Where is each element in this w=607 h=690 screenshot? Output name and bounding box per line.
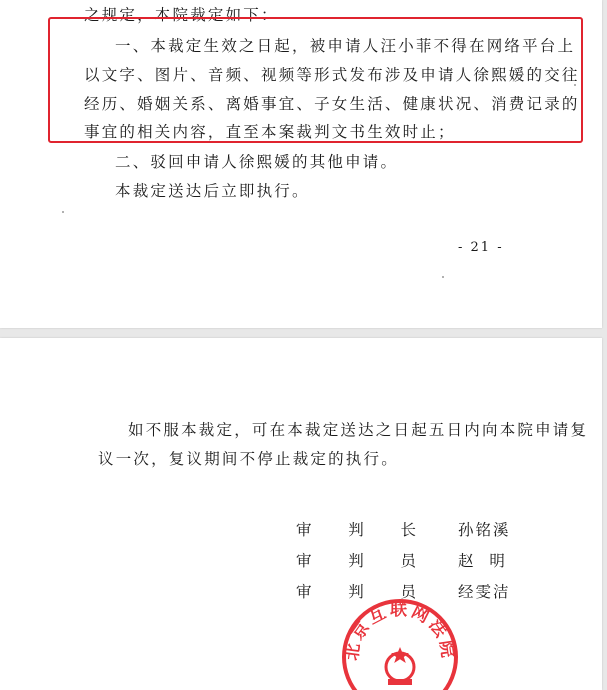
signature-title (296, 518, 416, 540)
scan-speck (62, 211, 64, 213)
page-number: - 21 - (458, 240, 504, 255)
signature-title (296, 549, 416, 571)
signature-name: 经雯洁 (458, 583, 511, 601)
title-char: 判 (348, 521, 364, 539)
title-char: 审 (296, 521, 312, 539)
seal-emblem (386, 647, 414, 685)
signature-row-judge-1 (296, 549, 536, 569)
title-char: 判 (348, 583, 364, 601)
intro-line: 之规定，本院裁定如下： (84, 6, 279, 24)
appeal-line-2: 议一次，复议期间不停止裁定的执行。 (98, 450, 399, 468)
ruling-two: 二、驳回申请人徐熙媛的其他申请。 (115, 153, 399, 171)
scan-speck (574, 84, 576, 86)
title-char: 员 (400, 583, 416, 601)
seal-text: 北京互联网法院 (342, 600, 458, 662)
title-char: 审 (296, 552, 312, 570)
document-page-22 (0, 338, 602, 690)
execution-note: 本裁定送达后立即执行。 (115, 182, 310, 200)
appeal-line-1: 如不服本裁定，可在本裁定送达之日起五日内向本院申请复 (128, 421, 589, 439)
title-char: 审 (296, 583, 312, 601)
scan-speck (442, 276, 444, 278)
signature-name: 孙铭溪 (458, 521, 511, 539)
highlight-box (48, 17, 583, 143)
ruling-one-line-4: 事宜的相关内容，直至本案裁判文书生效时止； (84, 123, 456, 141)
title-char: 判 (348, 552, 364, 570)
ruling-one-line-1: 一、本裁定生效之日起，被申请人汪小菲不得在网络平台上 (115, 37, 576, 55)
document-page-21 (0, 0, 602, 328)
title-char: 长 (400, 521, 416, 539)
court-seal-icon (340, 595, 460, 690)
ruling-one-line-2: 以文字、图片、音频、视频等形式发布涉及申请人徐熙媛的交往 (84, 66, 580, 84)
title-char: 员 (400, 552, 416, 570)
signature-row-presiding-judge (296, 518, 536, 538)
signature-name: 赵 明 (458, 552, 507, 570)
ruling-one-line-3: 经历、婚姻关系、离婚事宜、子女生活、健康状况、消费记录的 (84, 95, 580, 113)
